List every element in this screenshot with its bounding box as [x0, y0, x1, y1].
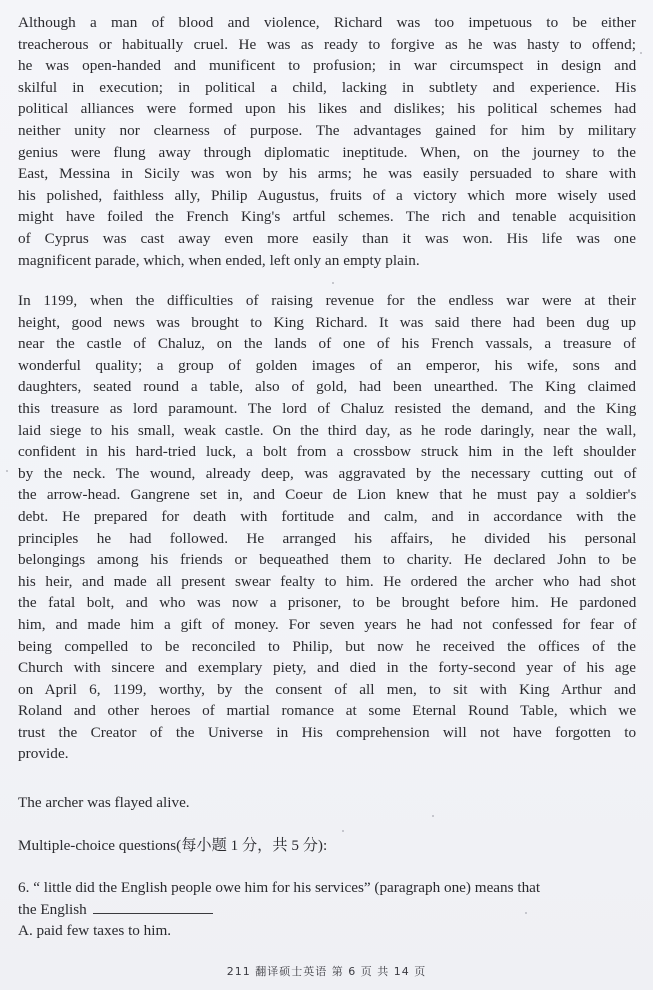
- text-line: debt. He prepared for death with fortitude and calm, and in accordance with the: [18, 507, 636, 525]
- text-line: his polished, faithless ally, Philip Augustus, fruits of a victory which more wisely used: [18, 186, 636, 204]
- text-line: might have foiled the French King's artful schemes. The rich and tenable acquisition: [18, 208, 636, 226]
- text-line: Church with sincere and exemplary piety, and died in the forty-second year of his age: [18, 659, 637, 677]
- scan-speck: [6, 470, 8, 472]
- text-line: political alliances were formed upon his likes and dislikes; his political schemes had: [18, 100, 637, 118]
- section-heading: [18, 835, 327, 857]
- text-line: on April 6, 1199, worthy, by the consent of all men, to sit with King Arthur and: [18, 680, 637, 698]
- text-line: confident in his hard-tried luck, a bolt from a crossbow struck him in the left shoulder: [18, 443, 636, 461]
- question-stem-text: the English: [18, 900, 87, 918]
- scan-speck: [640, 52, 642, 54]
- text-line: In 1199, when the difficulties of raising revenue for the endless war were at their: [18, 292, 636, 309]
- scan-speck: [432, 815, 434, 817]
- text-line: wonderful quality; a group of golden images of an emperor, his wife, sons and: [18, 356, 637, 374]
- text-line: the fatal bolt, and who was now a prisoner, to be brought before him. He pardoned: [18, 594, 637, 612]
- text-line: provide.: [18, 745, 69, 763]
- text-line: Although a man of blood and violence, Richard was too impetuous to be either: [18, 14, 636, 31]
- text-line: of Cyprus was cast away even more easily than it was won. His life was one: [18, 229, 636, 247]
- text-line: the arrow-head. Gangrene set in, and Coeur de Lion knew that he must pay a soldier's: [18, 486, 637, 504]
- text-line: near the castle of Chaluz, on the lands of one of his French vassals, a treasure of: [18, 335, 636, 353]
- question-stem: [18, 899, 540, 921]
- text-line: neither unity nor clearness of purpose. The advantages gained for him by military: [18, 121, 637, 139]
- scan-speck: [342, 830, 344, 832]
- text-line: daughters, seated round a table, also of gold, had been unearthed. The King claimed: [18, 378, 636, 396]
- text-line: principles he had followed. He arranged his affairs, he divided his personal: [18, 529, 637, 547]
- answer-blank: [93, 901, 213, 914]
- text-line: belongings among his friends or bequeathed them to charity. He declared John to be: [18, 551, 637, 569]
- text-line: skilful in execution; in political a child, lacking in subtlety and experience. His: [18, 78, 637, 96]
- option-a: A. paid few taxes to him.: [18, 922, 172, 940]
- text-line: East, Messina in Sicily was won by his arms; he was easily persuaded to share with: [18, 165, 637, 183]
- text-line: him, and made him a gift of money. For seven years he had not confessed for fear of: [18, 615, 637, 633]
- paragraph-2: [18, 290, 636, 765]
- paragraph-3: [18, 792, 190, 814]
- text-line: this treasure as lord paramount. The lord of Chaluz resisted the demand, and the King: [18, 399, 637, 417]
- question-6: [18, 877, 540, 942]
- scan-speck: [525, 912, 527, 914]
- text-line: his heir, and made all present swear fealty to him. He ordered the archer who had shot: [18, 572, 636, 590]
- text-line: he was open-handed and munificent to profusion; in war circumspect in design and: [18, 57, 637, 75]
- text-line: genius were flung away through diplomatic ineptitude. When, on the journey to the: [18, 143, 636, 161]
- text-line: trust the Creator of the Universe in His comprehension will not have forgotten to: [18, 723, 637, 741]
- text-line: laid siege to his small, weak castle. On the third day, as he rode daringly, near the wall,: [18, 421, 637, 439]
- text-line: being compelled to be reconciled to Philip, but now he received the offices of the: [18, 637, 636, 655]
- text-line: treacherous or habitually cruel. He was as ready to forgive as he was hasty to offend;: [18, 35, 636, 53]
- question-prompt: 6. “ little did the English people owe him for his services” (paragraph one) means that: [18, 879, 541, 896]
- text-line: by the neck. The wound, already deep, was aggravated by the necessary cutting out of: [18, 464, 637, 482]
- text-line: magnificent parade, which, when ended, left only an empty plain.: [18, 251, 420, 269]
- page-footer: 211 翻译硕士英语 第 6 页 共 14 页: [226, 965, 427, 978]
- text-line: The archer was flayed alive.: [18, 794, 190, 811]
- scan-speck: [332, 282, 334, 284]
- text-line: height, good news was brought to King Richard. It was said there had been dug up: [18, 313, 636, 331]
- mcq-heading-text: Multiple-choice questions(每小题 1 分，共 5 分):: [18, 837, 328, 854]
- paragraph-1: [18, 12, 636, 271]
- text-line: Roland and other heroes of martial romance at some Eternal Round Table, which we: [18, 702, 637, 720]
